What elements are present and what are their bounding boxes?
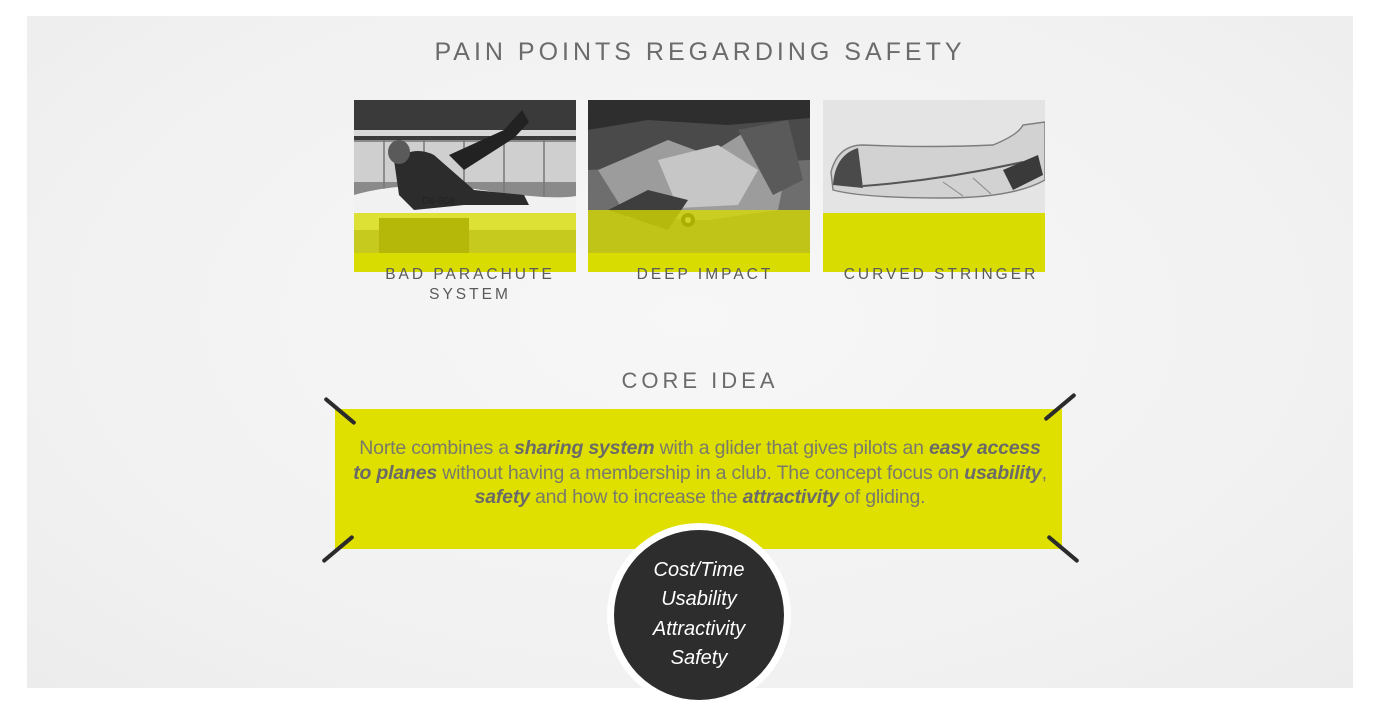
idea-emphasis: sharing system (514, 437, 655, 459)
pain-point-label-impact: DEEP IMPACT (636, 266, 774, 283)
pain-point-label-parachute (359, 265, 581, 305)
idea-text-part: of gliding. (838, 486, 926, 508)
pain-point-card-impact (588, 100, 810, 272)
idea-text-part: with a glider that gives pilots an (654, 437, 930, 459)
focus-item-usability: Usability (661, 588, 737, 611)
yellow-overlay-band (823, 213, 1045, 272)
focus-item-attractivity: Attractivity (652, 617, 746, 640)
page-title: PAIN POINTS REGARDING SAFETY (434, 38, 966, 66)
core-idea-title: CORE IDEA (621, 368, 779, 393)
idea-emphasis: easy access to planes (353, 437, 1041, 484)
pain-point-label-line1: BAD PARACHUTE (385, 266, 555, 283)
pain-point-card-parachute (354, 100, 576, 272)
pain-point-card-stringer (823, 100, 1045, 272)
idea-text-part: and how to increase the (529, 486, 743, 508)
focus-item-cost-time: Cost/Time (653, 559, 745, 581)
core-idea-text (350, 436, 1050, 510)
svg-text:D6-808: D6-808 (422, 196, 455, 207)
idea-emphasis: safety (474, 486, 530, 508)
focus-list (614, 556, 784, 673)
idea-emphasis: usability (964, 461, 1042, 484)
idea-text-part: without having a membership in a club. The concept focus on (437, 461, 965, 484)
pain-point-label-stringer: CURVED STRINGER (843, 266, 1039, 283)
pain-point-label-line2: SYSTEM (429, 286, 511, 303)
focus-item-safety: Safety (670, 646, 728, 669)
idea-text-part: , (1041, 461, 1047, 484)
idea-emphasis: attractivity (742, 486, 839, 508)
idea-text-part: Norte combines a (359, 437, 515, 459)
